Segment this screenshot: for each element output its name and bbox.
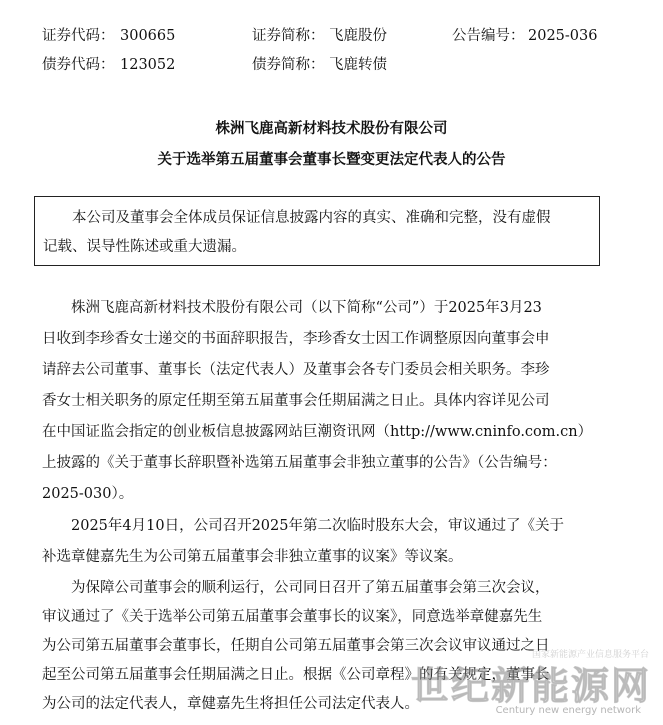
watermark-cn-text: 世纪新能源网 <box>410 664 651 708</box>
bond-abbr: 飞鹿转债 <box>329 57 387 73</box>
body-line: 为保障公司董事会的顺利运行，公司同日召开了第五届董事会第三次会议， <box>71 580 550 596</box>
body-line: 在中国证监会指定的创业板信息披露网站巨潮资讯网（http://www.cninfo.com.cn） <box>42 424 593 440</box>
stock-code: 300665 <box>120 28 176 44</box>
bond-code-label: 债券代码： <box>42 57 115 73</box>
body-line: 株洲飞鹿高新材料技术股份有限公司（以下简称“公司”）于2025年3月23 <box>71 300 542 316</box>
body-line: 为公司第五届董事会董事长，任期自公司第五届董事会第三次会议审议通过之日 <box>42 638 550 654</box>
body-line: 上披露的《关于董事长辞职暨补选第五届董事会非独立董事的公告》（公告编号： <box>42 455 557 471</box>
body-line: 补选章健嘉先生为公司第五届董事会非独立董事的议案》等议案。 <box>42 549 463 565</box>
body-line: 2025-030）。 <box>42 486 134 502</box>
notice-box <box>34 196 600 266</box>
body-line: 起至公司第五届董事会任期届满之日止。根据《公司章程》的有关规定，董事长 <box>42 667 550 683</box>
body-line: 2025年4月10日，公司召开2025年第二次临时股东大会，审议通过了《关于 <box>71 518 564 534</box>
body-line: 审议通过了《关于选举公司第五届董事会董事长的议案》，同意选举章健嘉先生 <box>42 609 543 625</box>
body-line: 为公司的法定代表人，章健嘉先生将担任公司法定代表人。 <box>42 696 419 712</box>
bond-code: 123052 <box>120 57 176 73</box>
body-line: 请辞去公司董事、董事长（法定代表人）及董事会各专门委员会相关职务。李珍 <box>42 362 550 378</box>
announcement-title: 关于选举第五届董事会董事长暨变更法定代表人的公告 <box>157 151 506 168</box>
announce-no: 2025-036 <box>528 28 598 44</box>
stock-abbr-label: 证券简称： <box>252 28 325 44</box>
company-name: 株洲飞鹿高新材料技术股份有限公司 <box>215 120 448 137</box>
stock-abbr: 飞鹿股份 <box>329 28 387 44</box>
bond-abbr-label: 债券简称： <box>252 57 325 73</box>
stock-code-label: 证券代码： <box>42 28 115 44</box>
body-line: 日收到李珍香女士递交的书面辞职报告，李珍香女士因工作调整原因向董事会申 <box>42 331 550 347</box>
announce-no-label: 公告编号： <box>452 28 525 44</box>
watermark-top-text: 国家新能源产业信息服务平台 <box>531 650 649 660</box>
watermark-en-text: Century new energy network <box>495 705 641 716</box>
notice-line: 记载、误导性陈述或重大遗漏。 <box>43 239 246 255</box>
body-line: 香女士相关职务的原定任期至第五届董事会任期届满之日止。具体内容详见公司 <box>42 393 550 409</box>
notice-line: 本公司及董事会全体成员保证信息披露内容的真实、准确和完整，没有虚假 <box>72 210 551 226</box>
